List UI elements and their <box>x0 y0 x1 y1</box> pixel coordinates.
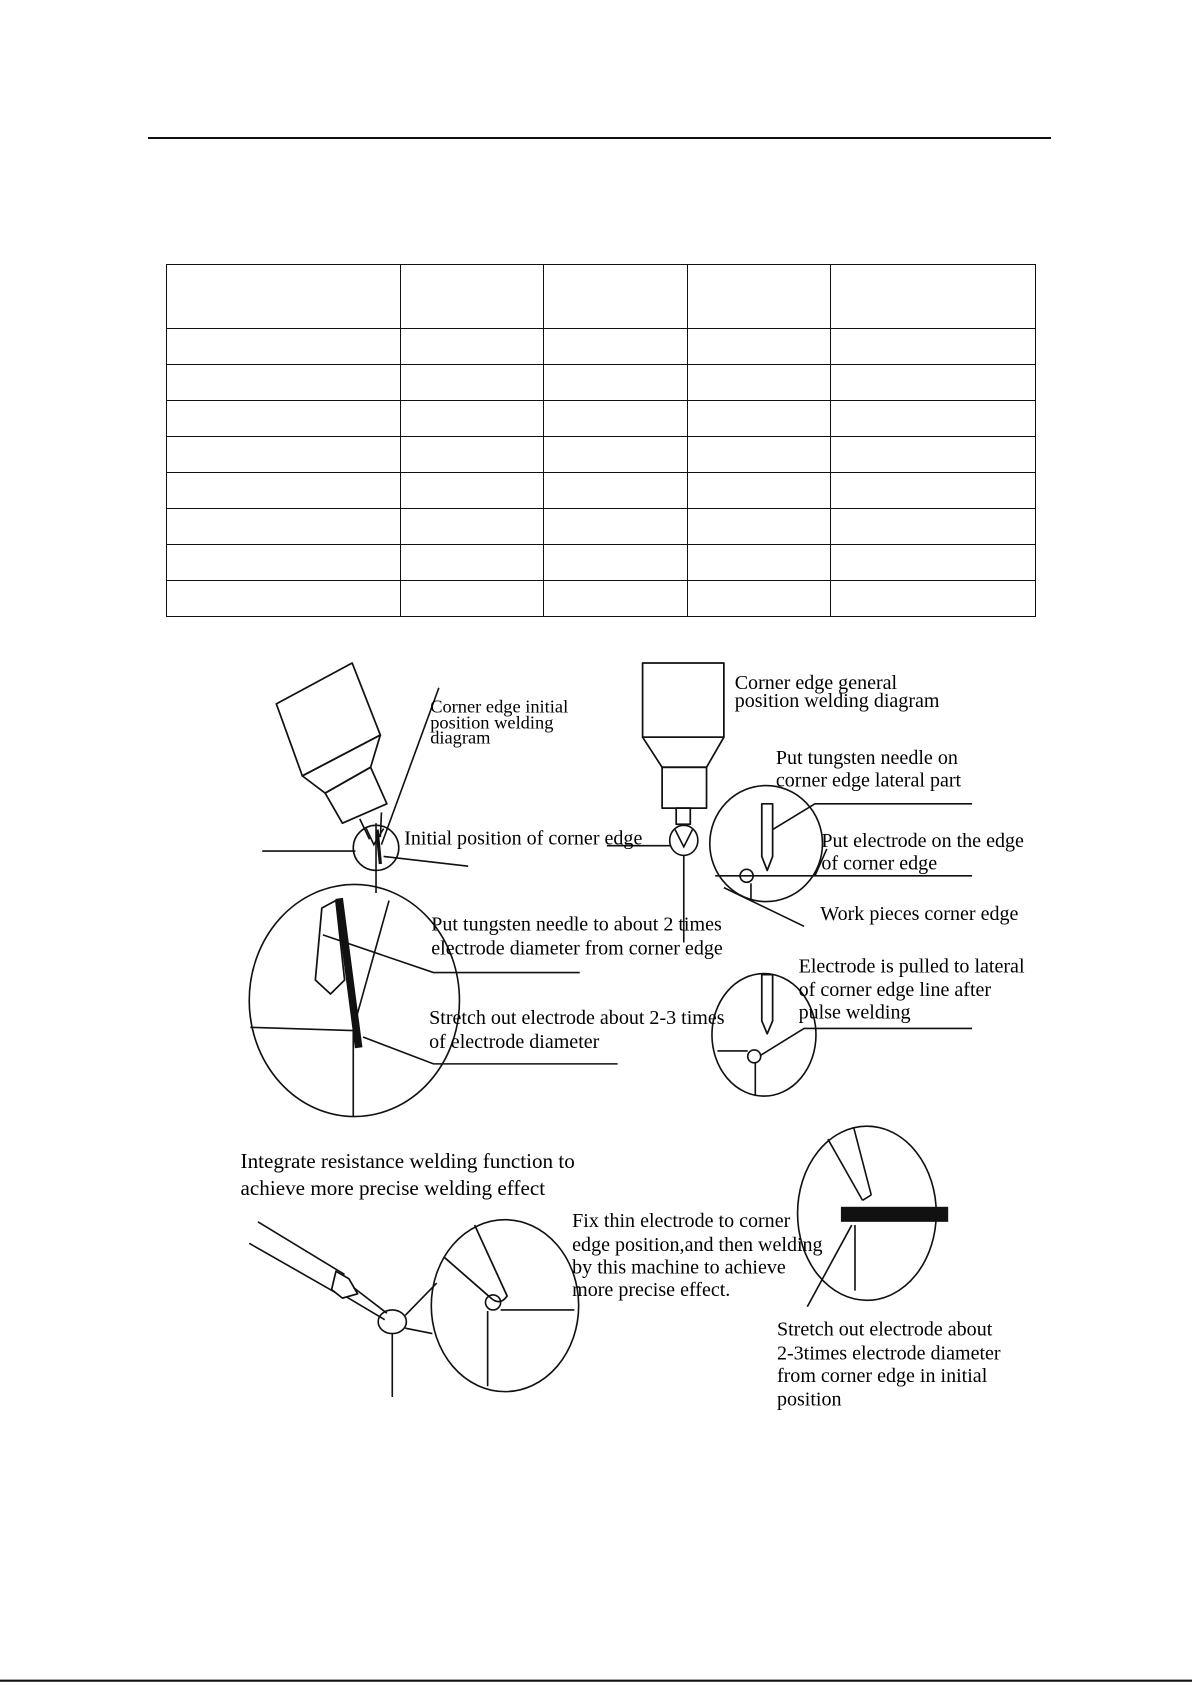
electrode-bar <box>841 1207 948 1222</box>
label-line: edge position,and then welding <box>572 1233 823 1256</box>
torch-taper <box>643 737 724 767</box>
label-fix-thin-electrode <box>572 1210 822 1301</box>
label-line: Corner edge general <box>734 671 898 694</box>
label-electrode-pulled <box>799 956 1025 1024</box>
resistance-welding-diagram <box>249 1220 578 1397</box>
label-line: electrode diameter from corner edge <box>431 937 723 960</box>
label-needle-two-times <box>431 914 723 960</box>
tungsten-needle <box>762 804 773 871</box>
label-line: Put electrode on the edge <box>821 829 1024 852</box>
label-line: more precise effect. <box>572 1279 731 1301</box>
label-line: Fix thin electrode to corner <box>572 1210 791 1233</box>
label-corner-edge-general <box>735 672 940 712</box>
tungsten-needle <box>444 1225 507 1302</box>
label-line: Corner edge initial <box>430 696 569 717</box>
torch-nozzle <box>676 808 690 824</box>
label-line: Put tungsten needle on <box>775 747 958 770</box>
zoom-line <box>405 1328 432 1333</box>
label-integrate-resistance <box>241 1149 575 1200</box>
label-line: Initial position of corner edge <box>404 827 643 850</box>
label-line: diagram <box>430 727 491 748</box>
tungsten-needle-tip <box>863 1195 872 1200</box>
pen-body-edge <box>249 1243 336 1292</box>
vertical-torch-diagram <box>607 663 724 942</box>
label-line: corner edge lateral part <box>775 769 962 792</box>
label-line: 2-3times electrode diameter <box>776 1342 1001 1365</box>
tungsten-needle <box>762 975 773 1034</box>
electrode-wire <box>339 898 359 1047</box>
torch-neck <box>325 767 387 823</box>
label-initial-position <box>404 828 642 850</box>
tungsten-needle-edge <box>854 1128 871 1195</box>
label-line: Stretch out electrode about 2-3 times <box>429 1007 725 1030</box>
label-line: Stretch out electrode about <box>776 1318 993 1341</box>
label-line: of corner edge <box>821 852 938 875</box>
initial-stretch-detail <box>798 1126 949 1307</box>
general-position-circle <box>670 825 698 855</box>
label-line: achieve more precise welding effect <box>240 1176 546 1200</box>
label-line: pulse welding <box>798 1001 911 1024</box>
label-line: Put tungsten needle to about 2 times <box>431 913 722 936</box>
label-line: position welding <box>430 712 554 733</box>
label-line: of corner edge line after <box>798 979 992 1002</box>
label-line: position <box>776 1388 842 1411</box>
torch-head <box>643 663 724 737</box>
detail-circle <box>431 1220 578 1392</box>
torch-head <box>276 663 380 776</box>
electrode-section <box>748 1050 761 1063</box>
torch-neck <box>662 767 706 808</box>
contact-circle <box>378 1310 406 1334</box>
leader-line <box>384 856 469 866</box>
label-line: Work pieces corner edge <box>820 902 1019 925</box>
label-needle-on-lateral <box>776 747 962 791</box>
pen-ferrule <box>332 1271 358 1298</box>
leader-line <box>761 1028 972 1055</box>
pen-needle <box>353 1287 387 1313</box>
label-stretch-out-2-3 <box>429 1007 725 1053</box>
pen-body-edge <box>258 1222 345 1275</box>
leader-line <box>773 804 972 830</box>
label-electrode-on-edge <box>821 830 1024 874</box>
label-line: of electrode diameter <box>429 1030 600 1053</box>
label-line: from corner edge in initial <box>776 1365 988 1387</box>
tungsten-tip <box>675 830 692 847</box>
label-work-pieces <box>820 903 1018 925</box>
label-line: Integrate resistance welding function to <box>240 1149 575 1174</box>
workpiece-edge-line <box>355 901 389 1021</box>
leader-line <box>724 888 804 927</box>
tungsten-needle-edge <box>828 1139 863 1200</box>
label-stretch-out-initial <box>777 1319 1001 1411</box>
label-line: position welding diagram <box>734 690 940 713</box>
label-corner-edge-initial <box>430 697 568 748</box>
workpiece-edge-line <box>250 1027 353 1030</box>
label-line: Electrode is pulled to lateral <box>798 955 1025 978</box>
label-line: by this machine to achieve <box>572 1256 786 1279</box>
